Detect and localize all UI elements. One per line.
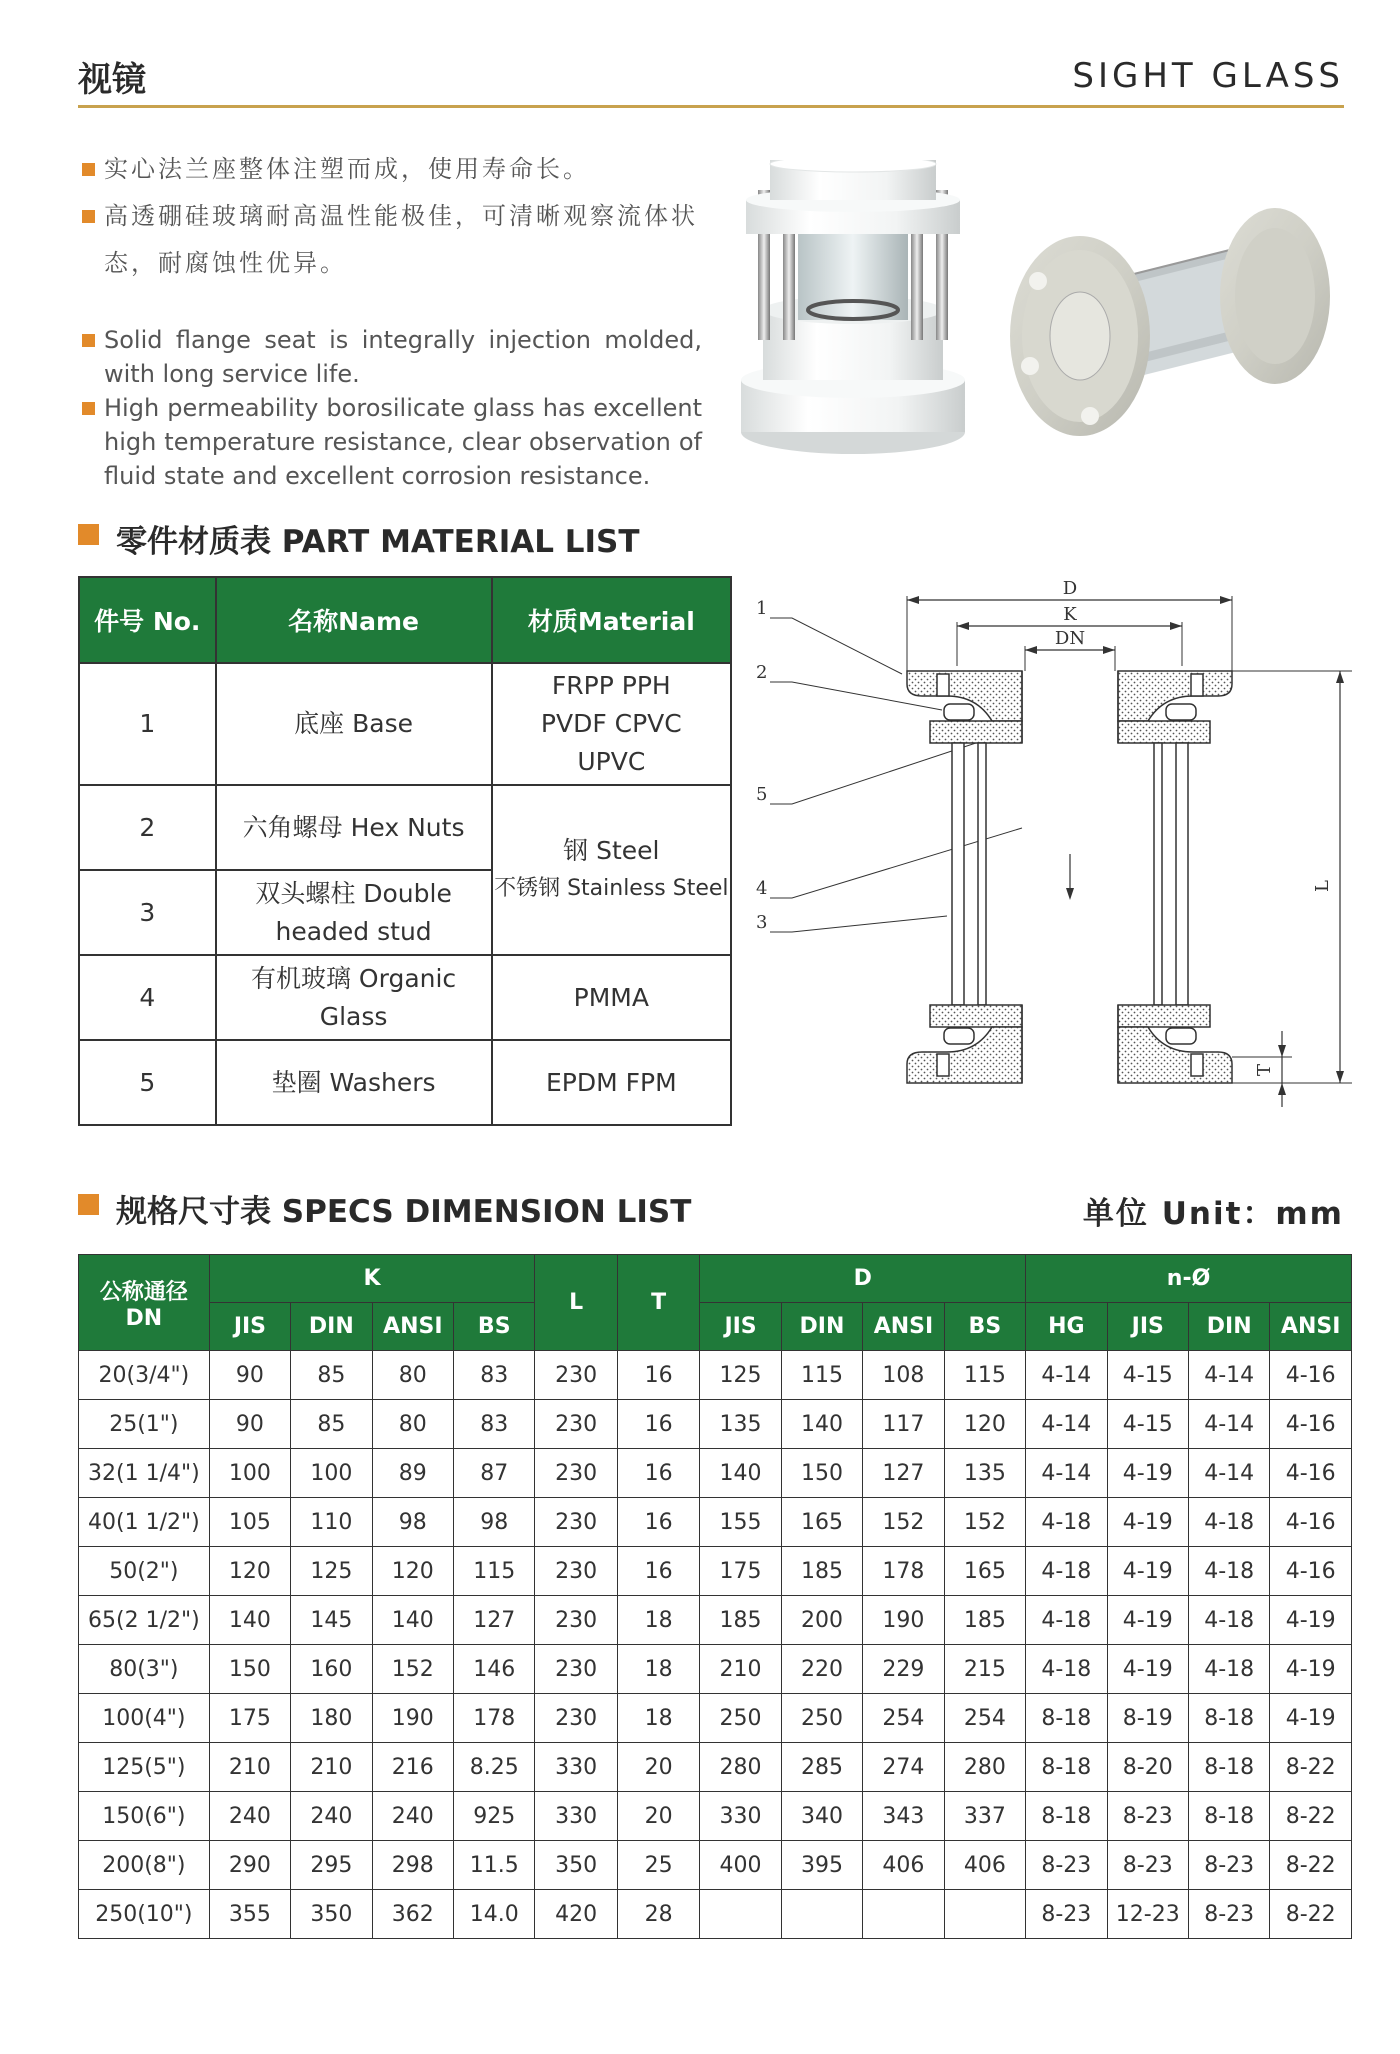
spec-cell: 8-20	[1107, 1743, 1188, 1792]
spec-cell: 16	[617, 1498, 699, 1547]
part-material-table	[78, 576, 732, 1126]
spec-cell: 16	[617, 1400, 699, 1449]
product-photo-horizontal	[1000, 196, 1330, 446]
spec-cell: 8-23	[1107, 1841, 1188, 1890]
spec-cell: 4-19	[1107, 1498, 1188, 1547]
spec-cell: 25	[617, 1841, 699, 1890]
bullet-square-icon	[82, 334, 95, 347]
spec-cell: 8-22	[1270, 1743, 1352, 1792]
spec-cell: 8-23	[1026, 1890, 1107, 1939]
spec-cell: 362	[372, 1890, 453, 1939]
spec-cell: 216	[372, 1743, 453, 1792]
spec-cell: 127	[454, 1596, 535, 1645]
table-row	[79, 1547, 1352, 1596]
spec-cell: 4-19	[1107, 1645, 1188, 1694]
sight-glass-drawing	[752, 576, 1352, 1136]
dn-cell: 40(1 1/2")	[79, 1498, 210, 1547]
spec-cell: 12-23	[1107, 1890, 1188, 1939]
product-photo-vertical	[728, 160, 978, 460]
spec-cell: 925	[454, 1792, 535, 1841]
spec-cell: 140	[700, 1449, 781, 1498]
spec-cell: 140	[372, 1596, 453, 1645]
spec-cell: 4-14	[1188, 1400, 1269, 1449]
spec-cell: 240	[291, 1792, 372, 1841]
table-row	[79, 1841, 1352, 1890]
spec-cell	[700, 1890, 781, 1939]
spec-cell: 230	[535, 1351, 617, 1400]
table-row: 4 有机玻璃 Organic Glass PMMA	[79, 955, 731, 1040]
feature-list	[82, 146, 702, 493]
spec-cell: 152	[863, 1498, 944, 1547]
spec-cell: 16	[617, 1351, 699, 1400]
spec-cell: 16	[617, 1449, 699, 1498]
spec-cell: 152	[944, 1498, 1025, 1547]
spec-cell: 190	[863, 1596, 944, 1645]
spec-cell: 120	[944, 1400, 1025, 1449]
spec-cell: 4-14	[1026, 1400, 1107, 1449]
table-row	[79, 1498, 1352, 1547]
table-row	[79, 1792, 1352, 1841]
spec-cell: 4-19	[1107, 1449, 1188, 1498]
bullet-square-icon	[82, 163, 95, 176]
spec-cell: 108	[863, 1351, 944, 1400]
header-rule	[78, 105, 1344, 108]
spec-cell: 337	[944, 1792, 1025, 1841]
spec-cell: 14.0	[454, 1890, 535, 1939]
header-d-group: D	[700, 1255, 1026, 1303]
spec-cell: 152	[372, 1645, 453, 1694]
spec-cell: 80	[372, 1351, 453, 1400]
spec-cell: 420	[535, 1890, 617, 1939]
spec-cell	[781, 1890, 862, 1939]
spec-cell: 400	[700, 1841, 781, 1890]
dim-k-label: K	[1063, 604, 1077, 625]
spec-cell: 295	[291, 1841, 372, 1890]
bullet-square-icon	[82, 210, 95, 223]
spec-cell: 185	[944, 1596, 1025, 1645]
page-title-en: SIGHT GLASS	[1072, 56, 1344, 96]
header-no: 件号 No.	[79, 577, 216, 663]
spec-cell: 4-14	[1188, 1449, 1269, 1498]
spec-cell: 350	[291, 1890, 372, 1939]
spec-cell: 8-23	[1107, 1792, 1188, 1841]
dn-cell: 250(10")	[79, 1890, 210, 1939]
spec-cell: 85	[291, 1400, 372, 1449]
dn-cell: 50(2")	[79, 1547, 210, 1596]
dn-cell: 100(4")	[79, 1694, 210, 1743]
page-header	[78, 50, 1344, 106]
spec-cell: 395	[781, 1841, 862, 1890]
spec-cell: 340	[781, 1792, 862, 1841]
spec-cell: 290	[209, 1841, 290, 1890]
spec-cell: 8-19	[1107, 1694, 1188, 1743]
spec-cell: 120	[372, 1547, 453, 1596]
spec-cell: 105	[209, 1498, 290, 1547]
spec-cell: 90	[209, 1351, 290, 1400]
spec-cell: 4-16	[1270, 1351, 1352, 1400]
spec-cell: 215	[944, 1645, 1025, 1694]
spec-cell: 175	[209, 1694, 290, 1743]
spec-cell: 350	[535, 1841, 617, 1890]
spec-cell: 120	[209, 1547, 290, 1596]
spec-header-row-2: JIS DIN ANSI BS JIS DIN ANSI BS HG JIS DIN ANSI	[79, 1303, 1352, 1351]
spec-cell: 4-16	[1270, 1400, 1352, 1449]
feature-cn-1: 实心法兰座整体注塑而成，使用寿命长。	[82, 146, 702, 193]
callout-4: 4	[756, 878, 768, 899]
spec-cell: 4-18	[1188, 1645, 1269, 1694]
spec-cell: 230	[535, 1400, 617, 1449]
spec-cell: 230	[535, 1449, 617, 1498]
spec-cell: 85	[291, 1351, 372, 1400]
material-section-title: 零件材质表 PART MATERIAL LIST	[78, 516, 640, 561]
spec-cell: 4-18	[1026, 1596, 1107, 1645]
feature-en-2: High permeability borosilicate glass has excellent high temperature resistance, clear observation of fluid state and excellent corrosion resistance.	[82, 391, 702, 493]
dim-dn-label: DN	[1054, 628, 1086, 649]
spec-cell: 4-19	[1270, 1645, 1352, 1694]
spec-cell: 8-23	[1026, 1841, 1107, 1890]
spec-cell: 4-19	[1107, 1547, 1188, 1596]
header-name: 名称Name	[216, 577, 492, 663]
bullet-square-icon	[82, 402, 95, 415]
dim-l-label: L	[1312, 880, 1333, 892]
table-row: 2 六角螺母 Hex Nuts 钢 Steel 不锈钢 Stainless Steel	[79, 785, 731, 870]
spec-cell: 115	[944, 1351, 1025, 1400]
spec-cell: 4-14	[1026, 1351, 1107, 1400]
callout-5: 5	[756, 784, 768, 805]
spec-cell: 8-22	[1270, 1792, 1352, 1841]
spec-cell: 160	[291, 1645, 372, 1694]
table-row	[79, 1890, 1352, 1939]
spec-cell: 8-22	[1270, 1841, 1352, 1890]
spec-cell: 8-18	[1188, 1694, 1269, 1743]
spec-cell: 210	[291, 1743, 372, 1792]
callout-3: 3	[756, 912, 768, 933]
spec-cell: 8-18	[1188, 1743, 1269, 1792]
spec-cell: 125	[291, 1547, 372, 1596]
spec-cell: 355	[209, 1890, 290, 1939]
spec-cell: 8-23	[1188, 1890, 1269, 1939]
feature-cn-2: 高透硼硅玻璃耐高温性能极佳，可清晰观察流体状态，耐腐蚀性优异。	[82, 193, 702, 287]
spec-cell: 146	[454, 1645, 535, 1694]
table-row	[79, 1449, 1352, 1498]
table-row	[79, 1400, 1352, 1449]
spec-cell: 125	[700, 1351, 781, 1400]
spec-cell: 135	[944, 1449, 1025, 1498]
spec-dimension-table	[78, 1254, 1352, 1939]
spec-cell: 115	[781, 1351, 862, 1400]
spec-cell: 115	[454, 1547, 535, 1596]
spec-cell: 155	[700, 1498, 781, 1547]
spec-cell: 406	[863, 1841, 944, 1890]
spec-cell: 98	[454, 1498, 535, 1547]
spec-cell: 4-19	[1270, 1596, 1352, 1645]
dn-cell: 20(3/4")	[79, 1351, 210, 1400]
spec-cell: 4-16	[1270, 1498, 1352, 1547]
spec-section-title: 规格尺寸表 SPECS DIMENSION LIST	[78, 1186, 691, 1231]
spec-cell: 90	[209, 1400, 290, 1449]
spec-cell: 230	[535, 1547, 617, 1596]
spec-cell: 254	[944, 1694, 1025, 1743]
spec-cell: 16	[617, 1547, 699, 1596]
spec-cell: 117	[863, 1400, 944, 1449]
spec-cell	[944, 1890, 1025, 1939]
table-row	[79, 1645, 1352, 1694]
spec-cell: 87	[454, 1449, 535, 1498]
spec-cell: 250	[700, 1694, 781, 1743]
spec-cell: 330	[535, 1792, 617, 1841]
spec-cell: 4-19	[1270, 1694, 1352, 1743]
dim-t-label: T	[1254, 1063, 1275, 1077]
dim-d-label: D	[1062, 578, 1078, 599]
dn-cell: 25(1")	[79, 1400, 210, 1449]
spec-cell: 185	[781, 1547, 862, 1596]
spec-cell: 298	[372, 1841, 453, 1890]
table-row	[79, 1351, 1352, 1400]
header-t: T	[617, 1255, 699, 1351]
spec-cell: 145	[291, 1596, 372, 1645]
dn-cell: 125(5")	[79, 1743, 210, 1792]
spec-cell: 8-18	[1026, 1743, 1107, 1792]
spec-cell: 140	[781, 1400, 862, 1449]
spec-cell: 180	[291, 1694, 372, 1743]
spec-cell: 254	[863, 1694, 944, 1743]
spec-cell: 4-18	[1188, 1547, 1269, 1596]
steel-material-cell: 钢 Steel 不锈钢 Stainless Steel	[492, 785, 731, 955]
spec-cell: 4-18	[1026, 1498, 1107, 1547]
table-header-row	[79, 577, 731, 663]
spec-cell: 98	[372, 1498, 453, 1547]
header-l: L	[535, 1255, 617, 1351]
spec-cell: 28	[617, 1890, 699, 1939]
spec-cell: 178	[454, 1694, 535, 1743]
spec-cell: 4-18	[1026, 1645, 1107, 1694]
spec-cell: 200	[781, 1596, 862, 1645]
header-n-group: n-Ø	[1026, 1255, 1352, 1303]
spec-cell: 343	[863, 1792, 944, 1841]
spec-cell: 18	[617, 1694, 699, 1743]
spec-cell: 8-18	[1026, 1694, 1107, 1743]
spec-cell: 8-22	[1270, 1890, 1352, 1939]
spec-cell: 4-16	[1270, 1449, 1352, 1498]
spec-cell: 4-14	[1026, 1449, 1107, 1498]
spec-cell: 250	[781, 1694, 862, 1743]
callout-2: 2	[756, 662, 768, 683]
spec-cell: 110	[291, 1498, 372, 1547]
spec-cell: 100	[209, 1449, 290, 1498]
spec-cell: 229	[863, 1645, 944, 1694]
spec-cell: 210	[209, 1743, 290, 1792]
spec-cell: 230	[535, 1645, 617, 1694]
spec-cell: 20	[617, 1743, 699, 1792]
spec-cell: 230	[535, 1596, 617, 1645]
table-row: 3 双头螺柱 Double headed stud	[79, 870, 731, 955]
spec-cell: 330	[535, 1743, 617, 1792]
spec-cell: 178	[863, 1547, 944, 1596]
dn-cell: 80(3")	[79, 1645, 210, 1694]
spec-cell: 210	[700, 1645, 781, 1694]
spec-cell: 4-14	[1188, 1351, 1269, 1400]
spec-table-body	[79, 1351, 1352, 1939]
unit-label: 单位 Unit：mm	[1082, 1196, 1344, 1232]
spec-cell: 8-18	[1026, 1792, 1107, 1841]
spec-cell: 4-18	[1026, 1547, 1107, 1596]
spec-cell: 4-16	[1270, 1547, 1352, 1596]
spec-cell: 330	[700, 1792, 781, 1841]
spec-cell: 83	[454, 1351, 535, 1400]
spec-cell: 274	[863, 1743, 944, 1792]
spec-cell: 140	[209, 1596, 290, 1645]
spec-cell: 220	[781, 1645, 862, 1694]
spec-cell: 11.5	[454, 1841, 535, 1890]
spec-cell: 18	[617, 1645, 699, 1694]
spec-cell: 18	[617, 1596, 699, 1645]
dn-cell: 32(1 1/4")	[79, 1449, 210, 1498]
spec-cell: 80	[372, 1400, 453, 1449]
table-row	[79, 1743, 1352, 1792]
table-row	[79, 1596, 1352, 1645]
spec-cell: 135	[700, 1400, 781, 1449]
callout-1: 1	[756, 598, 768, 619]
spec-cell: 190	[372, 1694, 453, 1743]
spec-cell: 4-18	[1188, 1596, 1269, 1645]
spec-cell: 280	[944, 1743, 1025, 1792]
spec-cell: 89	[372, 1449, 453, 1498]
spec-cell: 240	[372, 1792, 453, 1841]
spec-cell: 4-18	[1188, 1498, 1269, 1547]
spec-cell: 165	[944, 1547, 1025, 1596]
spec-cell: 100	[291, 1449, 372, 1498]
feature-en-1: Solid flange seat is integrally injection molded, with long service life.	[82, 323, 702, 391]
spec-cell: 150	[781, 1449, 862, 1498]
spec-cell: 4-15	[1107, 1400, 1188, 1449]
spec-cell: 150	[209, 1645, 290, 1694]
header-k-group: K	[209, 1255, 535, 1303]
table-row: 1 底座 Base FRPP PPH PVDF CPVC UPVC	[79, 663, 731, 785]
spec-cell: 230	[535, 1498, 617, 1547]
spec-cell: 8-18	[1188, 1792, 1269, 1841]
spec-cell: 165	[781, 1498, 862, 1547]
table-row: 5 垫圈 Washers EPDM FPM	[79, 1040, 731, 1125]
spec-cell: 285	[781, 1743, 862, 1792]
spec-cell: 127	[863, 1449, 944, 1498]
spec-cell: 8.25	[454, 1743, 535, 1792]
spec-cell: 175	[700, 1547, 781, 1596]
spec-cell: 8-23	[1188, 1841, 1269, 1890]
header-dn: 公称通径 DN	[79, 1255, 210, 1351]
spec-cell: 185	[700, 1596, 781, 1645]
dn-cell: 65(2 1/2")	[79, 1596, 210, 1645]
spec-cell: 20	[617, 1792, 699, 1841]
spec-header-row-1	[79, 1255, 1352, 1303]
spec-cell: 230	[535, 1694, 617, 1743]
spec-cell: 4-19	[1107, 1596, 1188, 1645]
spec-cell: 4-15	[1107, 1351, 1188, 1400]
table-row	[79, 1694, 1352, 1743]
dn-cell: 200(8")	[79, 1841, 210, 1890]
page-title-cn: 视镜	[78, 60, 146, 100]
header-material: 材质Material	[492, 577, 731, 663]
spec-cell: 406	[944, 1841, 1025, 1890]
spec-cell: 280	[700, 1743, 781, 1792]
dn-cell: 150(6")	[79, 1792, 210, 1841]
spec-cell	[863, 1890, 944, 1939]
spec-cell: 83	[454, 1400, 535, 1449]
spec-cell: 240	[209, 1792, 290, 1841]
section-square-icon	[78, 524, 99, 545]
section-square-icon	[78, 1194, 99, 1215]
